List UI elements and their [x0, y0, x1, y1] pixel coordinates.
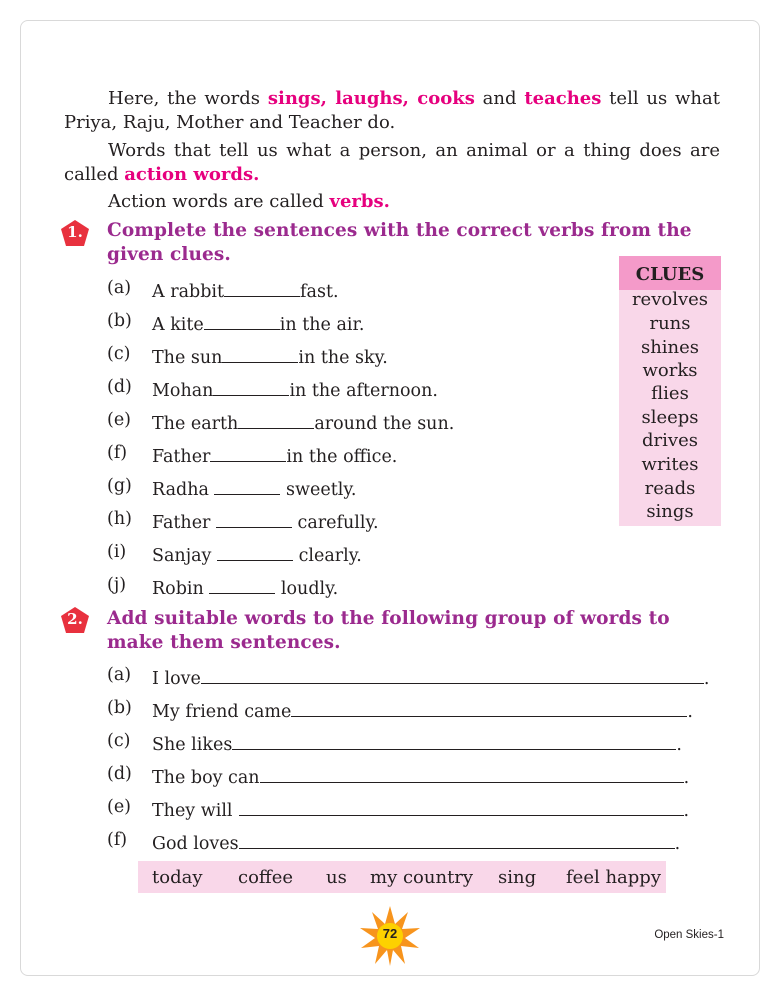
- series-name: Open Skies-1: [654, 929, 724, 941]
- word-bank-item: sing: [498, 867, 537, 888]
- highlight-teaches: teaches: [524, 88, 602, 109]
- answer-line[interactable]: [260, 764, 684, 783]
- intro-paragraph-1: Here, the words sings, laughs, cooks and teaches tell us what Priya, Raju, Mother and Teacher do.: [64, 88, 720, 133]
- clue-word: sleeps: [641, 407, 699, 428]
- answer-line[interactable]: [239, 797, 684, 816]
- answer-blank[interactable]: [209, 575, 275, 594]
- word-bank-item: my country: [370, 867, 474, 888]
- answer-blank[interactable]: [214, 476, 280, 495]
- answer-line[interactable]: [201, 665, 704, 684]
- exercise-1-title: Complete the sentences with the correct verbs from the given clues.: [107, 220, 692, 265]
- word-bank-item: today: [152, 867, 203, 888]
- answer-line[interactable]: [232, 731, 676, 750]
- clue-word: runs: [649, 313, 691, 334]
- highlight-action-words: action words.: [124, 164, 260, 185]
- page-number: 72: [382, 926, 398, 941]
- intro-paragraph-3: Action words are called verbs.: [108, 191, 390, 212]
- word-bank-item: us: [326, 867, 347, 888]
- clue-word: drives: [642, 430, 698, 451]
- clue-word: works: [642, 360, 698, 381]
- exercise-1-badge: 1.: [61, 220, 89, 246]
- answer-blank[interactable]: [217, 542, 293, 561]
- answer-blank[interactable]: [216, 509, 292, 528]
- clue-word: sings: [646, 501, 694, 522]
- word-bank-item: feel happy: [566, 867, 661, 888]
- clue-word: writes: [641, 454, 699, 475]
- clue-word: shines: [640, 337, 700, 358]
- clues-box: [619, 256, 721, 526]
- answer-blank[interactable]: [210, 443, 286, 462]
- answer-blank[interactable]: [213, 377, 289, 396]
- answer-blank[interactable]: [222, 344, 298, 363]
- exercise-2-badge: 2.: [61, 607, 89, 633]
- clue-word: flies: [651, 383, 689, 404]
- highlight-verbs-term: verbs.: [329, 191, 390, 212]
- answer-blank[interactable]: [204, 311, 280, 330]
- answer-line[interactable]: [291, 698, 687, 717]
- intro-paragraph-2: Words that tell us what a person, an animal or a thing does are called action words.: [64, 140, 720, 185]
- word-bank: [138, 861, 666, 893]
- word-bank-item: coffee: [238, 867, 294, 888]
- answer-blank[interactable]: [238, 410, 314, 429]
- highlight-verbs: sings, laughs, cooks: [267, 88, 475, 109]
- answer-line[interactable]: [239, 830, 675, 849]
- clues-title: CLUES: [619, 256, 721, 290]
- exercise-2-title: Add suitable words to the following group of words to make them sentences.: [107, 608, 670, 653]
- clue-word: revolves: [631, 289, 709, 310]
- clue-word: reads: [644, 478, 696, 499]
- answer-blank[interactable]: [224, 278, 300, 297]
